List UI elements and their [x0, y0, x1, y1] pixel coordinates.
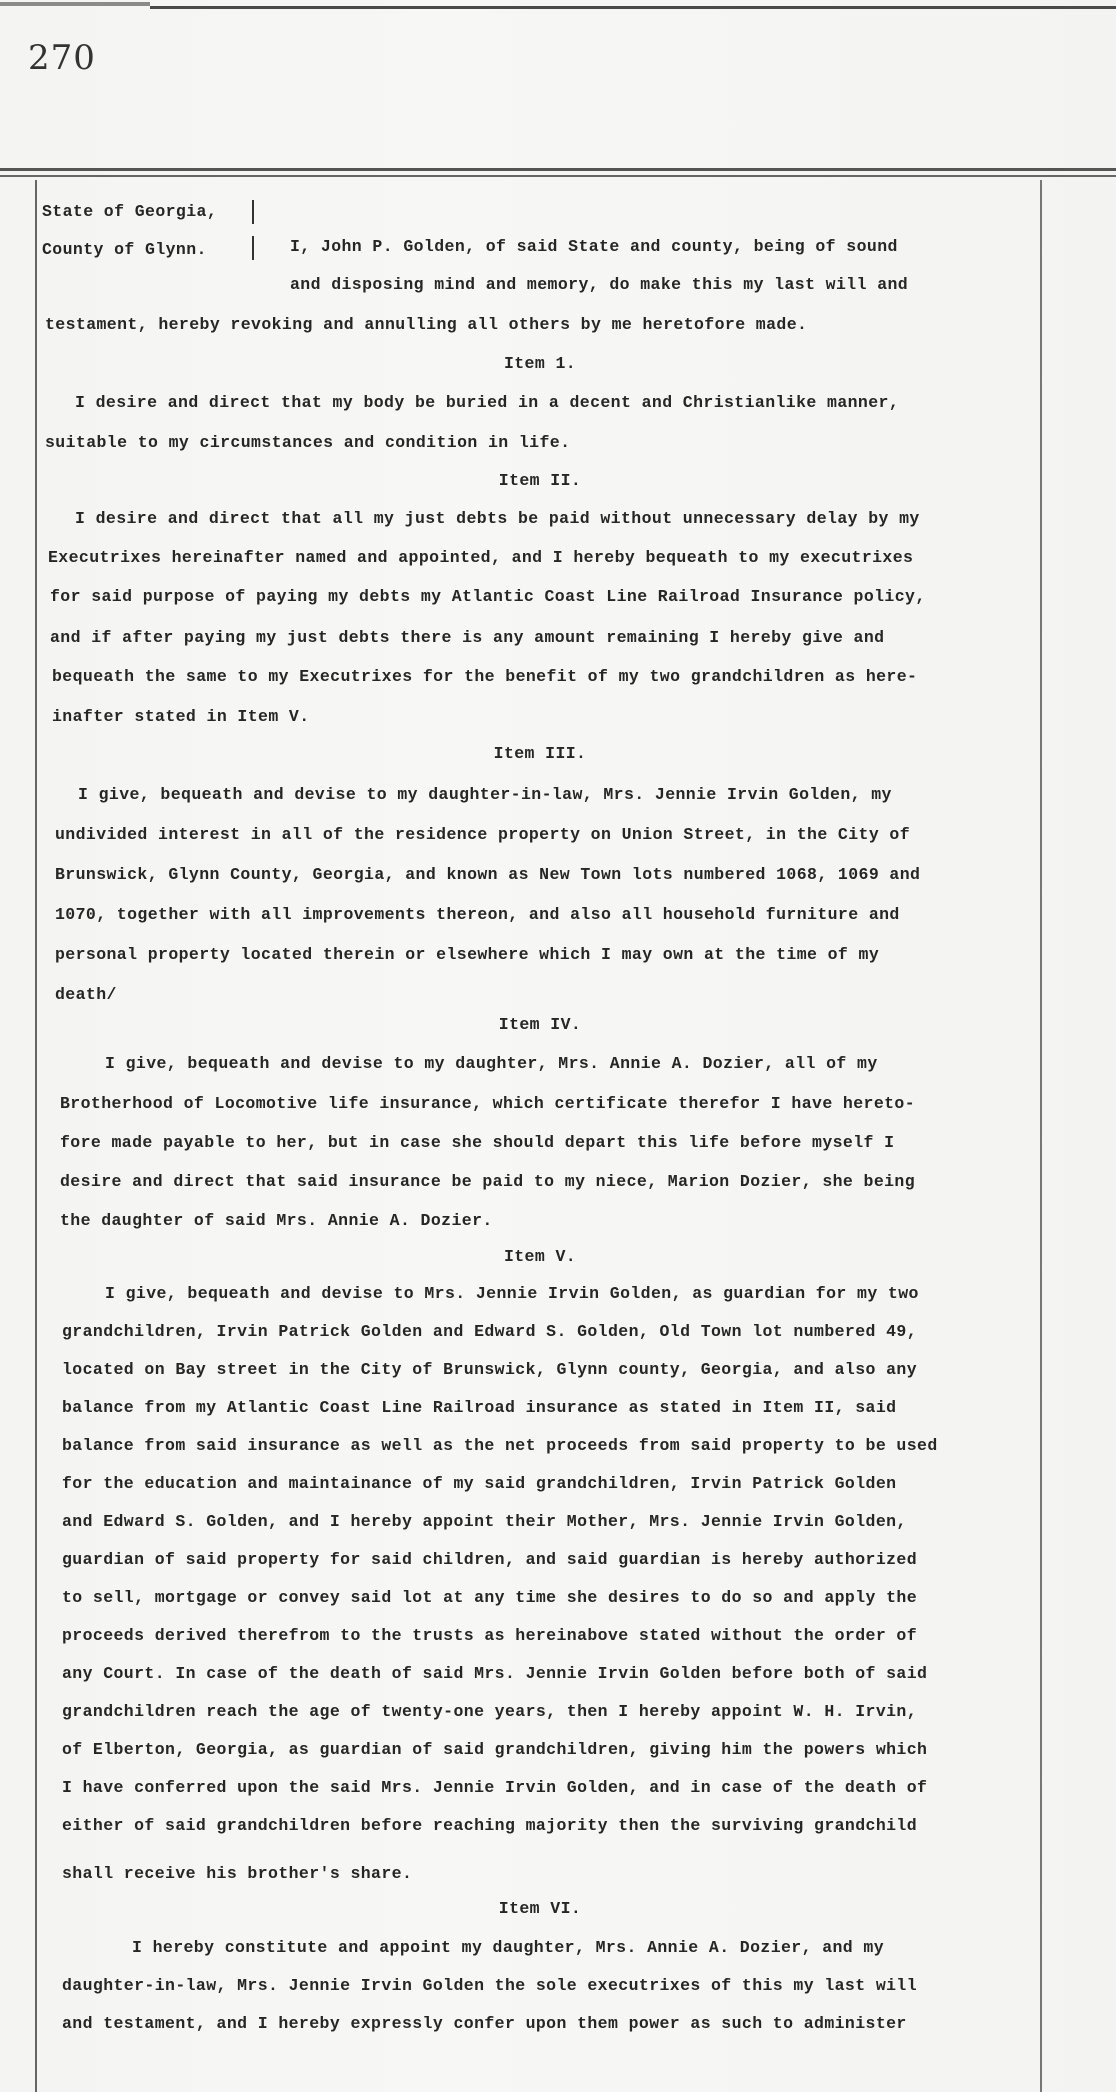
text-line: and Edward S. Golden, and I hereby appoint their Mother, Mrs. Jennie Irvin Golden,: [62, 1512, 907, 1531]
text-line: and testament, and I hereby expressly confer upon them power as such to administer: [62, 2014, 907, 2033]
text-line: 1070, together with all improvements thereon, and also all household furniture and: [55, 905, 900, 924]
item-heading: Item II.: [498, 471, 582, 490]
top-edge-shadow: [0, 2, 150, 6]
text-line: I desire and direct that my body be buried in a decent and Christianlike manner,: [75, 393, 900, 412]
item-heading: Item 1.: [503, 354, 577, 373]
text-line: daughter-in-law, Mrs. Jennie Irvin Golden the sole executrixes of this my last will: [62, 1976, 918, 1995]
text-line: either of said grandchildren before reaching majority then the surviving grandchild: [62, 1816, 918, 1835]
text-line: I give, bequeath and devise to my daughter, Mrs. Annie A. Dozier, all of my: [105, 1054, 878, 1073]
text-line: any Court. In case of the death of said Mrs. Jennie Irvin Golden before both of said: [62, 1664, 928, 1683]
item-heading: Item IV.: [498, 1015, 582, 1034]
text-line: Brotherhood of Locomotive life insurance, which certificate therefor I have hereto-: [60, 1094, 916, 1113]
text-line: proceeds derived therefrom to the trusts as hereinabove stated without the order of: [62, 1626, 918, 1645]
text-line: and if after paying my just debts there is any amount remaining I hereby give and: [50, 628, 885, 647]
top-rule: [150, 6, 1116, 9]
text-line: Brunswick, Glynn County, Georgia, and known as New Town lots numbered 1068, 1069 and: [55, 865, 921, 884]
text-line: bequeath the same to my Executrixes for the benefit of my two grandchildren as here-: [52, 667, 918, 686]
text-line: I give, bequeath and devise to my daughter-in-law, Mrs. Jennie Irvin Golden, my: [78, 785, 892, 804]
text-line: for said purpose of paying my debts my Atlantic Coast Line Railroad Insurance policy,: [50, 587, 926, 606]
text-line: I have conferred upon the said Mrs. Jennie Irvin Golden, and in case of the death of: [62, 1778, 928, 1797]
text-line: the daughter of said Mrs. Annie A. Dozier.: [60, 1211, 493, 1230]
text-line: located on Bay street in the City of Brunswick, Glynn county, Georgia, and also any: [62, 1360, 918, 1379]
text-line: inafter stated in Item V.: [52, 707, 310, 726]
text-line: balance from said insurance as well as the net proceeds from said property to be used: [62, 1436, 938, 1455]
left-margin-rule: [35, 180, 37, 2092]
text-line: death/: [55, 985, 117, 1004]
text-line: I give, bequeath and devise to Mrs. Jennie Irvin Golden, as guardian for my two: [105, 1284, 919, 1303]
text-line: and disposing mind and memory, do make this my last will and: [290, 275, 909, 294]
text-line: guardian of said property for said children, and said guardian is hereby authorized: [62, 1550, 918, 1569]
text-line: I desire and direct that all my just debts be paid without unnecessary delay by my: [75, 509, 920, 528]
text-line: I, John P. Golden, of said State and county, being of sound: [290, 237, 898, 256]
text-line: testament, hereby revoking and annulling all others by me heretofore made.: [45, 315, 808, 334]
page-number: 270: [28, 38, 96, 78]
text-line: fore made payable to her, but in case she should depart this life before myself I: [60, 1133, 895, 1152]
caption-county: County of Glynn.: [42, 240, 207, 259]
text-line: grandchildren reach the age of twenty-one years, then I hereby appoint W. H. Irvin,: [62, 1702, 918, 1721]
item-heading: Item III.: [493, 744, 587, 763]
text-line: suitable to my circumstances and condition in life.: [45, 433, 571, 452]
text-line: for the education and maintainance of my said grandchildren, Irvin Patrick Golden: [62, 1474, 897, 1493]
text-line: desire and direct that said insurance be paid to my niece, Marion Dozier, she being: [60, 1172, 916, 1191]
text-line: grandchildren, Irvin Patrick Golden and Edward S. Golden, Old Town lot numbered 49,: [62, 1322, 918, 1341]
right-margin-rule: [1040, 180, 1042, 2092]
header-rule-secondary: [0, 175, 1116, 177]
caption-state: State of Georgia,: [42, 202, 218, 221]
text-line: of Elberton, Georgia, as guardian of said grandchildren, giving him the powers which: [62, 1740, 928, 1759]
text-line: balance from my Atlantic Coast Line Railroad insurance as stated in Item II, said: [62, 1398, 897, 1417]
text-line: I hereby constitute and appoint my daughter, Mrs. Annie A. Dozier, and my: [132, 1938, 885, 1957]
item-heading: Item V.: [503, 1247, 577, 1266]
caption-bracket-bottom: [252, 236, 254, 260]
text-line: undivided interest in all of the residence property on Union Street, in the City of: [55, 825, 911, 844]
header-rule: [0, 168, 1116, 171]
text-line: Executrixes hereinafter named and appointed, and I hereby bequeath to my executrixes: [48, 548, 914, 567]
text-line: shall receive his brother's share.: [62, 1864, 413, 1883]
item-heading: Item VI.: [498, 1899, 582, 1918]
caption-bracket-top: [252, 200, 254, 224]
text-line: to sell, mortgage or convey said lot at any time she desires to do so and apply the: [62, 1588, 918, 1607]
text-line: personal property located therein or elsewhere which I may own at the time of my: [55, 945, 880, 964]
